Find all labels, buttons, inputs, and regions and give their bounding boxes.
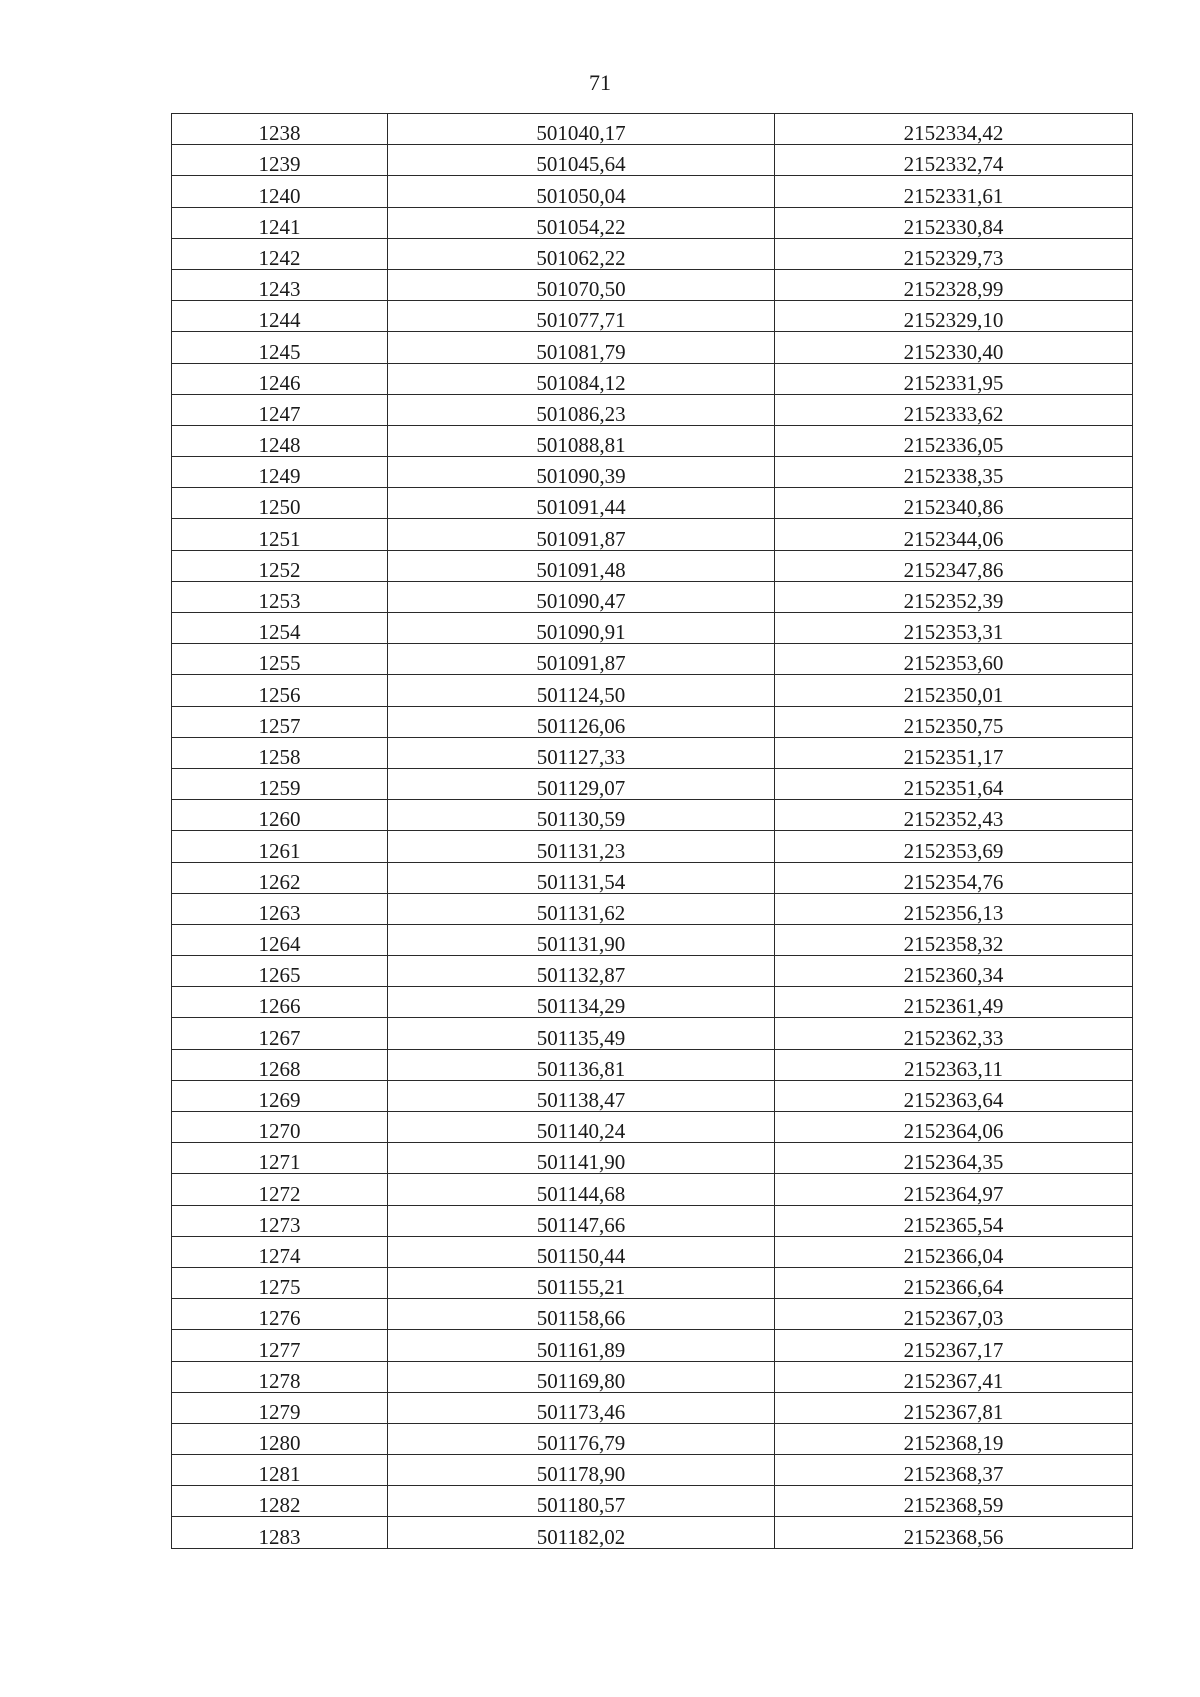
point-number-cell: 1249 — [172, 457, 388, 488]
x-coordinate-cell: 501131,62 — [388, 893, 775, 924]
y-coordinate-cell: 2152353,69 — [775, 831, 1133, 862]
table-row — [172, 238, 1133, 269]
x-coordinate-cell: 501132,87 — [388, 956, 775, 987]
y-coordinate-cell: 2152338,35 — [775, 457, 1133, 488]
point-number-cell: 1254 — [172, 613, 388, 644]
table-row — [172, 831, 1133, 862]
table-row — [172, 675, 1133, 706]
coordinates-table — [171, 113, 1133, 1549]
x-coordinate-cell: 501131,90 — [388, 924, 775, 955]
y-coordinate-cell: 2152360,34 — [775, 956, 1133, 987]
table-row — [172, 301, 1133, 332]
point-number-cell: 1250 — [172, 488, 388, 519]
table-row — [172, 737, 1133, 768]
point-number-cell: 1261 — [172, 831, 388, 862]
x-coordinate-cell: 501134,29 — [388, 987, 775, 1018]
y-coordinate-cell: 2152332,74 — [775, 145, 1133, 176]
x-coordinate-cell: 501180,57 — [388, 1486, 775, 1517]
point-number-cell: 1247 — [172, 394, 388, 425]
x-coordinate-cell: 501176,79 — [388, 1423, 775, 1454]
y-coordinate-cell: 2152366,04 — [775, 1236, 1133, 1267]
y-coordinate-cell: 2152329,10 — [775, 301, 1133, 332]
x-coordinate-cell: 501081,79 — [388, 332, 775, 363]
point-number-cell: 1264 — [172, 924, 388, 955]
y-coordinate-cell: 2152367,17 — [775, 1330, 1133, 1361]
point-number-cell: 1238 — [172, 114, 388, 145]
y-coordinate-cell: 2152330,40 — [775, 332, 1133, 363]
y-coordinate-cell: 2152330,84 — [775, 207, 1133, 238]
point-number-cell: 1263 — [172, 893, 388, 924]
y-coordinate-cell: 2152363,64 — [775, 1080, 1133, 1111]
x-coordinate-cell: 501135,49 — [388, 1018, 775, 1049]
point-number-cell: 1266 — [172, 987, 388, 1018]
table-row — [172, 207, 1133, 238]
point-number-cell: 1241 — [172, 207, 388, 238]
table-row — [172, 1361, 1133, 1392]
point-number-cell: 1258 — [172, 737, 388, 768]
point-number-cell: 1245 — [172, 332, 388, 363]
table-row — [172, 1267, 1133, 1298]
table-row — [172, 363, 1133, 394]
x-coordinate-cell: 501124,50 — [388, 675, 775, 706]
y-coordinate-cell: 2152364,97 — [775, 1174, 1133, 1205]
y-coordinate-cell: 2152328,99 — [775, 269, 1133, 300]
x-coordinate-cell: 501091,44 — [388, 488, 775, 519]
y-coordinate-cell: 2152363,11 — [775, 1049, 1133, 1080]
y-coordinate-cell: 2152344,06 — [775, 519, 1133, 550]
x-coordinate-cell: 501045,64 — [388, 145, 775, 176]
point-number-cell: 1277 — [172, 1330, 388, 1361]
y-coordinate-cell: 2152331,61 — [775, 176, 1133, 207]
x-coordinate-cell: 501088,81 — [388, 425, 775, 456]
x-coordinate-cell: 501090,91 — [388, 613, 775, 644]
table-row — [172, 1392, 1133, 1423]
x-coordinate-cell: 501130,59 — [388, 800, 775, 831]
x-coordinate-cell: 501090,39 — [388, 457, 775, 488]
table-row — [172, 394, 1133, 425]
point-number-cell: 1252 — [172, 550, 388, 581]
point-number-cell: 1275 — [172, 1267, 388, 1298]
y-coordinate-cell: 2152350,01 — [775, 675, 1133, 706]
y-coordinate-cell: 2152366,64 — [775, 1267, 1133, 1298]
table-row — [172, 1080, 1133, 1111]
y-coordinate-cell: 2152351,17 — [775, 737, 1133, 768]
table-row — [172, 457, 1133, 488]
x-coordinate-cell: 501169,80 — [388, 1361, 775, 1392]
x-coordinate-cell: 501173,46 — [388, 1392, 775, 1423]
x-coordinate-cell: 501131,23 — [388, 831, 775, 862]
point-number-cell: 1273 — [172, 1205, 388, 1236]
point-number-cell: 1265 — [172, 956, 388, 987]
y-coordinate-cell: 2152367,03 — [775, 1299, 1133, 1330]
y-coordinate-cell: 2152331,95 — [775, 363, 1133, 394]
x-coordinate-cell: 501141,90 — [388, 1143, 775, 1174]
y-coordinate-cell: 2152367,81 — [775, 1392, 1133, 1423]
y-coordinate-cell: 2152362,33 — [775, 1018, 1133, 1049]
table-row — [172, 706, 1133, 737]
table-row — [172, 1455, 1133, 1486]
table-row — [172, 893, 1133, 924]
y-coordinate-cell: 2152354,76 — [775, 862, 1133, 893]
y-coordinate-cell: 2152352,43 — [775, 800, 1133, 831]
point-number-cell: 1243 — [172, 269, 388, 300]
y-coordinate-cell: 2152353,60 — [775, 644, 1133, 675]
table-row — [172, 1205, 1133, 1236]
x-coordinate-cell: 501090,47 — [388, 581, 775, 612]
table-row — [172, 1143, 1133, 1174]
table-row — [172, 332, 1133, 363]
table-row — [172, 1018, 1133, 1049]
point-number-cell: 1262 — [172, 862, 388, 893]
point-number-cell: 1270 — [172, 1112, 388, 1143]
point-number-cell: 1260 — [172, 800, 388, 831]
point-number-cell: 1269 — [172, 1080, 388, 1111]
x-coordinate-cell: 501050,04 — [388, 176, 775, 207]
x-coordinate-cell: 501140,24 — [388, 1112, 775, 1143]
table-row — [172, 1236, 1133, 1267]
y-coordinate-cell: 2152350,75 — [775, 706, 1133, 737]
point-number-cell: 1251 — [172, 519, 388, 550]
y-coordinate-cell: 2152333,62 — [775, 394, 1133, 425]
table-row — [172, 1112, 1133, 1143]
point-number-cell: 1268 — [172, 1049, 388, 1080]
x-coordinate-cell: 501129,07 — [388, 768, 775, 799]
y-coordinate-cell: 2152367,41 — [775, 1361, 1133, 1392]
point-number-cell: 1248 — [172, 425, 388, 456]
point-number-cell: 1259 — [172, 768, 388, 799]
point-number-cell: 1280 — [172, 1423, 388, 1454]
table-row — [172, 987, 1133, 1018]
table-row — [172, 581, 1133, 612]
table-row — [172, 1299, 1133, 1330]
x-coordinate-cell: 501091,48 — [388, 550, 775, 581]
point-number-cell: 1281 — [172, 1455, 388, 1486]
point-number-cell: 1278 — [172, 1361, 388, 1392]
y-coordinate-cell: 2152353,31 — [775, 613, 1133, 644]
table-row — [172, 1174, 1133, 1205]
point-number-cell: 1253 — [172, 581, 388, 612]
table-row — [172, 956, 1133, 987]
y-coordinate-cell: 2152329,73 — [775, 238, 1133, 269]
x-coordinate-cell: 501084,12 — [388, 363, 775, 394]
y-coordinate-cell: 2152347,86 — [775, 550, 1133, 581]
x-coordinate-cell: 501040,17 — [388, 114, 775, 145]
point-number-cell: 1240 — [172, 176, 388, 207]
y-coordinate-cell: 2152368,19 — [775, 1423, 1133, 1454]
point-number-cell: 1244 — [172, 301, 388, 332]
table-row — [172, 644, 1133, 675]
y-coordinate-cell: 2152340,86 — [775, 488, 1133, 519]
table-row — [172, 176, 1133, 207]
table-row — [172, 425, 1133, 456]
x-coordinate-cell: 501150,44 — [388, 1236, 775, 1267]
y-coordinate-cell: 2152336,05 — [775, 425, 1133, 456]
table-row — [172, 613, 1133, 644]
table-row — [172, 1049, 1133, 1080]
x-coordinate-cell: 501054,22 — [388, 207, 775, 238]
point-number-cell: 1272 — [172, 1174, 388, 1205]
table-row — [172, 862, 1133, 893]
y-coordinate-cell: 2152368,37 — [775, 1455, 1133, 1486]
y-coordinate-cell: 2152352,39 — [775, 581, 1133, 612]
point-number-cell: 1274 — [172, 1236, 388, 1267]
table-row — [172, 488, 1133, 519]
x-coordinate-cell: 501136,81 — [388, 1049, 775, 1080]
point-number-cell: 1256 — [172, 675, 388, 706]
y-coordinate-cell: 2152334,42 — [775, 114, 1133, 145]
y-coordinate-cell: 2152356,13 — [775, 893, 1133, 924]
point-number-cell: 1279 — [172, 1392, 388, 1423]
x-coordinate-cell: 501070,50 — [388, 269, 775, 300]
x-coordinate-cell: 501131,54 — [388, 862, 775, 893]
x-coordinate-cell: 501077,71 — [388, 301, 775, 332]
table-row — [172, 1330, 1133, 1361]
table-row — [172, 550, 1133, 581]
point-number-cell: 1283 — [172, 1517, 388, 1548]
y-coordinate-cell: 2152351,64 — [775, 768, 1133, 799]
x-coordinate-cell: 501086,23 — [388, 394, 775, 425]
x-coordinate-cell: 501138,47 — [388, 1080, 775, 1111]
table-row — [172, 114, 1133, 145]
x-coordinate-cell: 501126,06 — [388, 706, 775, 737]
table-row — [172, 1486, 1133, 1517]
x-coordinate-cell: 501178,90 — [388, 1455, 775, 1486]
x-coordinate-cell: 501147,66 — [388, 1205, 775, 1236]
x-coordinate-cell: 501091,87 — [388, 519, 775, 550]
y-coordinate-cell: 2152365,54 — [775, 1205, 1133, 1236]
x-coordinate-cell: 501161,89 — [388, 1330, 775, 1361]
y-coordinate-cell: 2152364,06 — [775, 1112, 1133, 1143]
table-row — [172, 269, 1133, 300]
x-coordinate-cell: 501155,21 — [388, 1267, 775, 1298]
y-coordinate-cell: 2152364,35 — [775, 1143, 1133, 1174]
x-coordinate-cell: 501182,02 — [388, 1517, 775, 1548]
y-coordinate-cell: 2152368,59 — [775, 1486, 1133, 1517]
point-number-cell: 1271 — [172, 1143, 388, 1174]
point-number-cell: 1239 — [172, 145, 388, 176]
x-coordinate-cell: 501091,87 — [388, 644, 775, 675]
table-row — [172, 768, 1133, 799]
table-row — [172, 1423, 1133, 1454]
table-row — [172, 1517, 1133, 1548]
table-row — [172, 145, 1133, 176]
x-coordinate-cell: 501062,22 — [388, 238, 775, 269]
x-coordinate-cell: 501127,33 — [388, 737, 775, 768]
point-number-cell: 1282 — [172, 1486, 388, 1517]
point-number-cell: 1246 — [172, 363, 388, 394]
y-coordinate-cell: 2152361,49 — [775, 987, 1133, 1018]
table-row — [172, 519, 1133, 550]
table-row — [172, 924, 1133, 955]
point-number-cell: 1276 — [172, 1299, 388, 1330]
point-number-cell: 1242 — [172, 238, 388, 269]
point-number-cell: 1255 — [172, 644, 388, 675]
y-coordinate-cell: 2152358,32 — [775, 924, 1133, 955]
point-number-cell: 1267 — [172, 1018, 388, 1049]
point-number-cell: 1257 — [172, 706, 388, 737]
x-coordinate-cell: 501158,66 — [388, 1299, 775, 1330]
table-row — [172, 800, 1133, 831]
y-coordinate-cell: 2152368,56 — [775, 1517, 1133, 1548]
page-number: 71 — [589, 70, 611, 95]
coordinates-table-body — [172, 114, 1133, 1549]
x-coordinate-cell: 501144,68 — [388, 1174, 775, 1205]
